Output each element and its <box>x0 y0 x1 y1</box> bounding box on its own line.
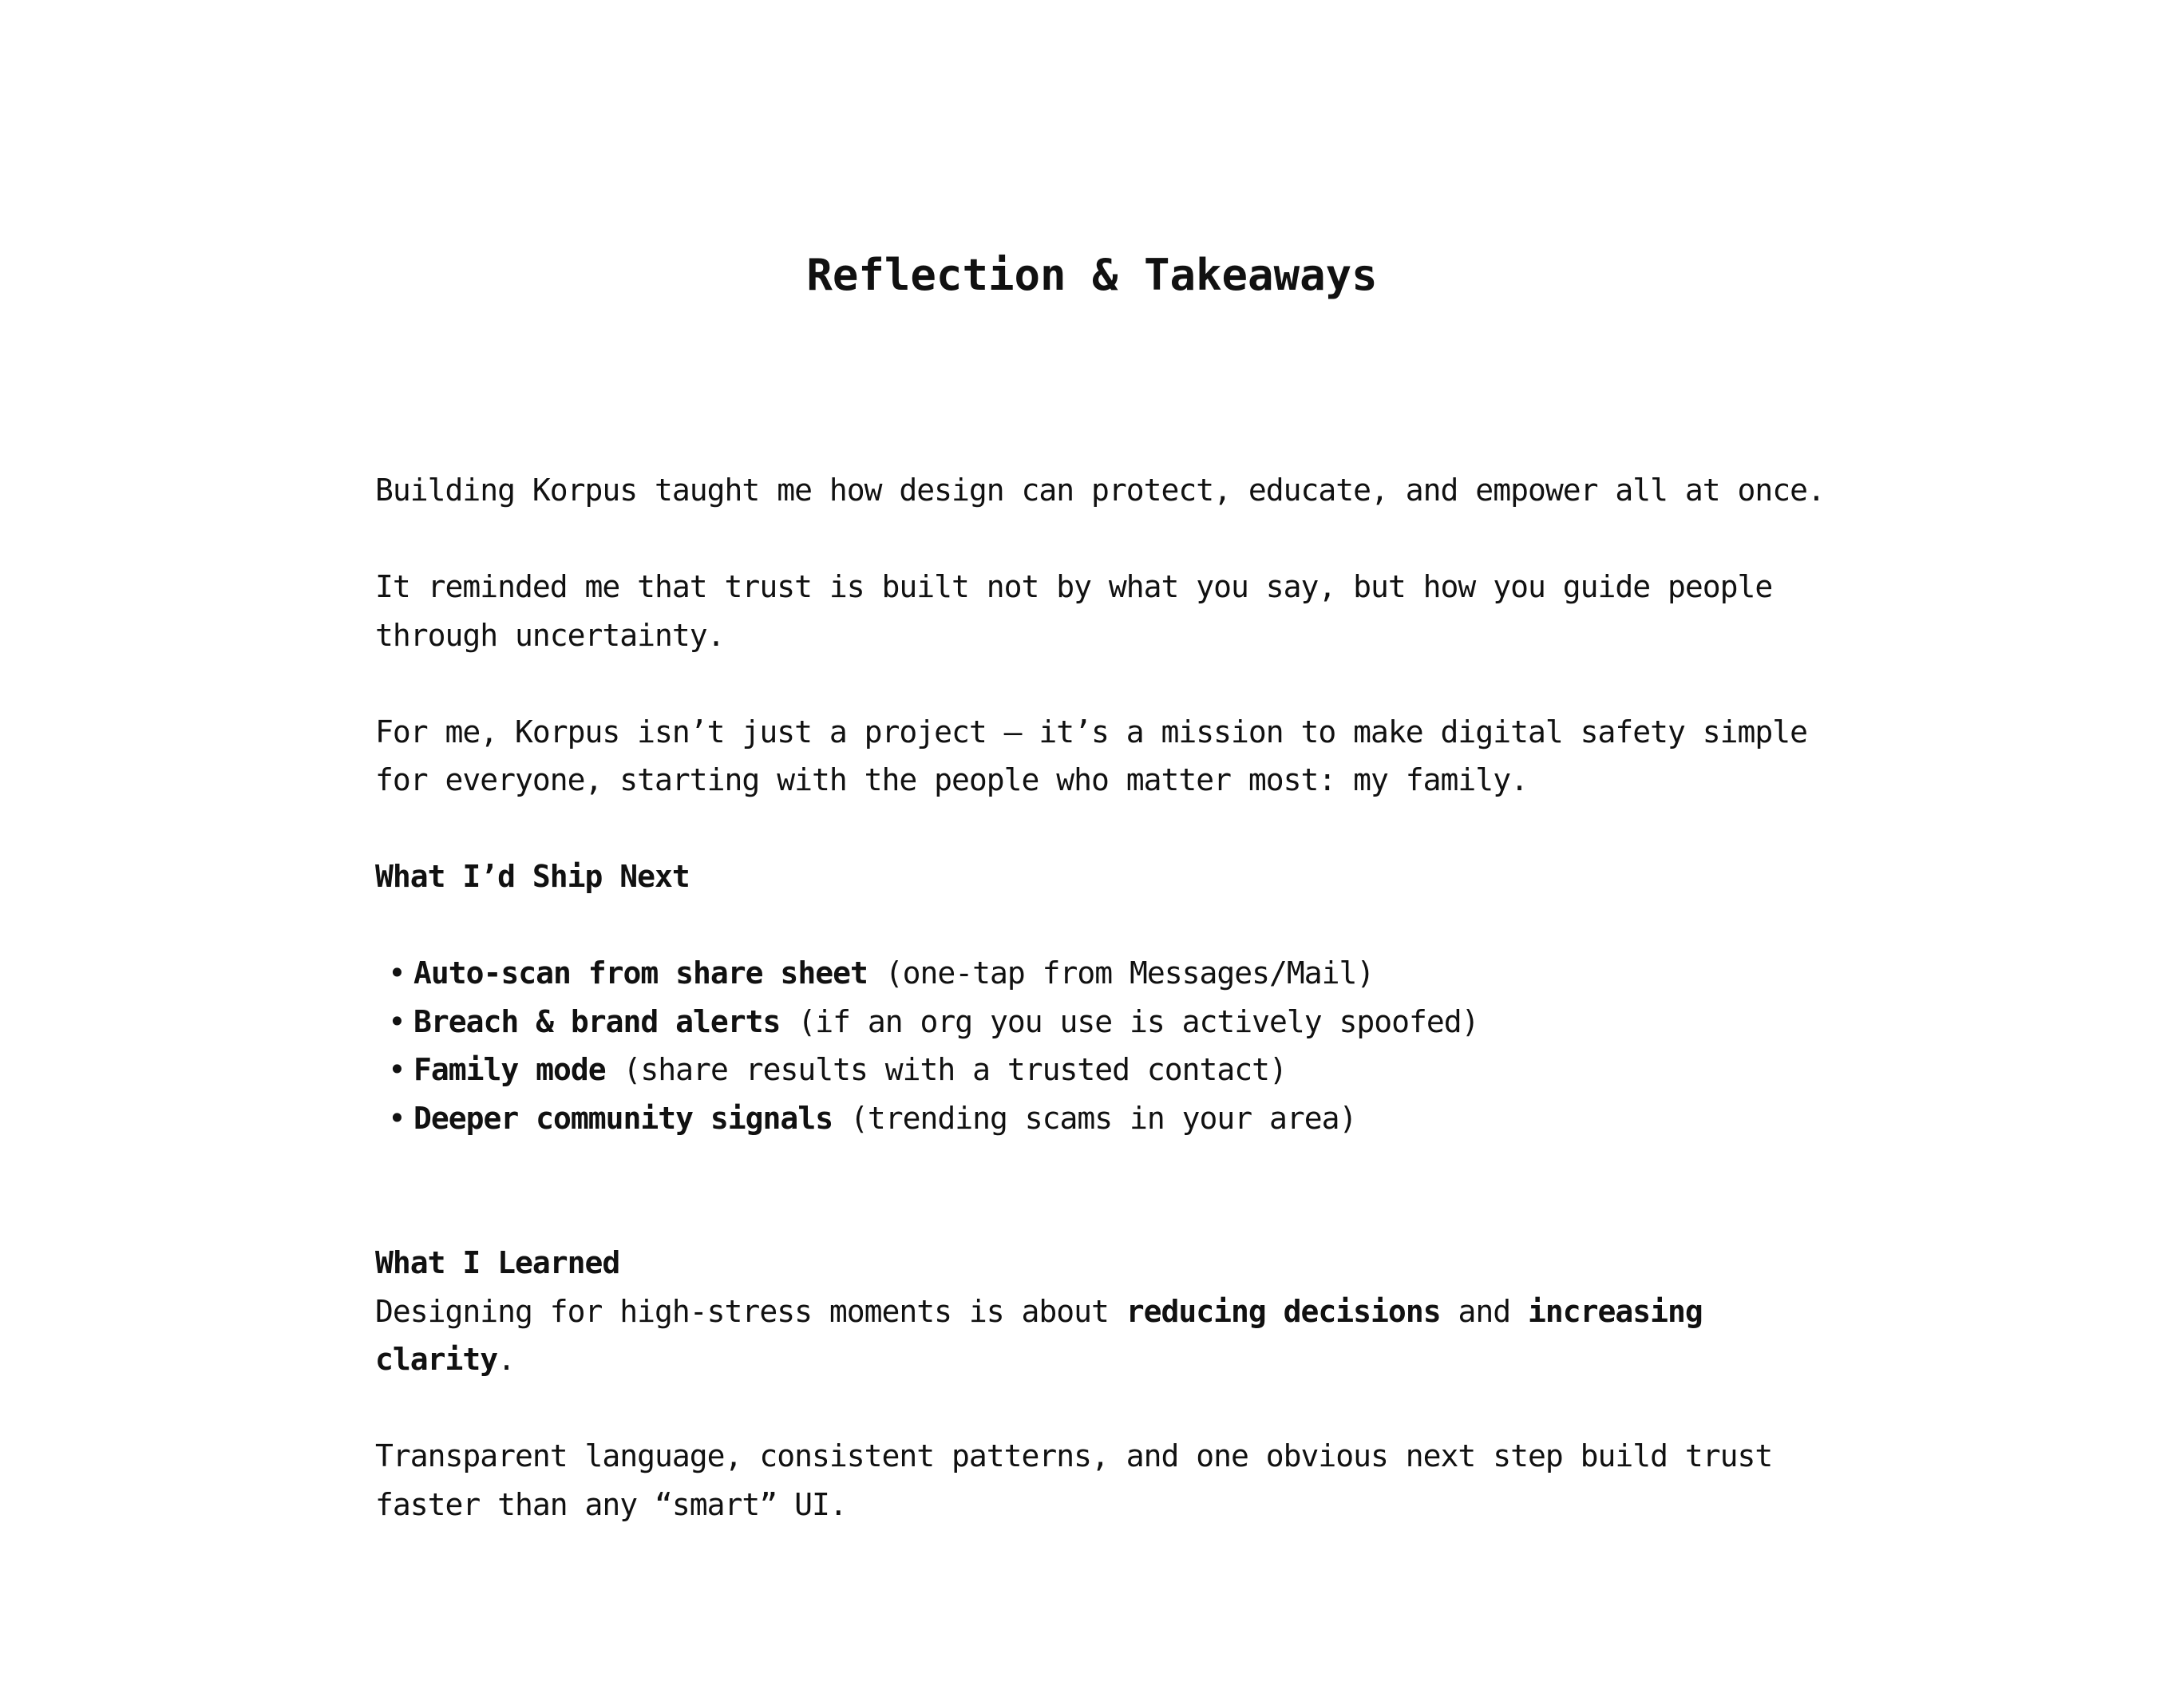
intro-paragraph-1: Building Korpus taught me how design can protect, educate, and empower all at once. <box>375 473 1825 508</box>
bullet-icon: • <box>388 1052 406 1087</box>
learned-text: Designing for high-stress moments is about <box>375 1293 1126 1329</box>
document-body <box>375 466 1828 1529</box>
learned-text: . <box>497 1342 516 1377</box>
list-item <box>375 1094 1828 1143</box>
learned-text: and <box>1440 1293 1528 1329</box>
learned-emphasis: reducing decisions <box>1126 1293 1441 1329</box>
bullet-icon: • <box>388 955 406 991</box>
list-item-detail: (if an org you use is actively spoofed) <box>780 1003 1479 1039</box>
learned-paragraph-1 <box>375 1288 1828 1384</box>
ship-next-list <box>375 949 1828 1142</box>
list-item-detail: (share results with a trusted contact) <box>605 1052 1287 1087</box>
list-item <box>375 949 1828 998</box>
intro-paragraph-3: For me, Korpus isn’t just a project — it’s a mission to make digital safety simple for everyone, starting with the people who matter most: my family. <box>375 714 1807 797</box>
page-title: Reflection & Takeaways <box>806 250 1378 300</box>
list-item-title: Family mode <box>413 1052 606 1087</box>
ship-next-heading: What I’d Ship Next <box>375 859 690 894</box>
list-item <box>375 998 1828 1046</box>
list-item-detail: (trending scams in your area) <box>833 1100 1357 1136</box>
list-item-title: Deeper community signals <box>413 1100 833 1136</box>
learned-heading: What I Learned <box>375 1245 620 1280</box>
bullet-icon: • <box>388 1100 406 1136</box>
list-item-title: Auto-scan from share sheet <box>413 955 868 991</box>
list-item <box>375 1046 1828 1094</box>
learned-paragraph-2: Transparent language, consistent patterns, and one obvious next step build trust faster than any “smart” UI. <box>375 1438 1773 1522</box>
learned-emphasis: increasing clarity <box>375 1293 1703 1377</box>
list-item-title: Breach & brand alerts <box>413 1003 781 1039</box>
intro-paragraph-2: It reminded me that trust is built not by what you say, but how you guide people through uncertainty. <box>375 569 1773 653</box>
list-item-detail: (one-tap from Messages/Mail) <box>867 955 1375 991</box>
bullet-icon: • <box>388 1003 406 1039</box>
